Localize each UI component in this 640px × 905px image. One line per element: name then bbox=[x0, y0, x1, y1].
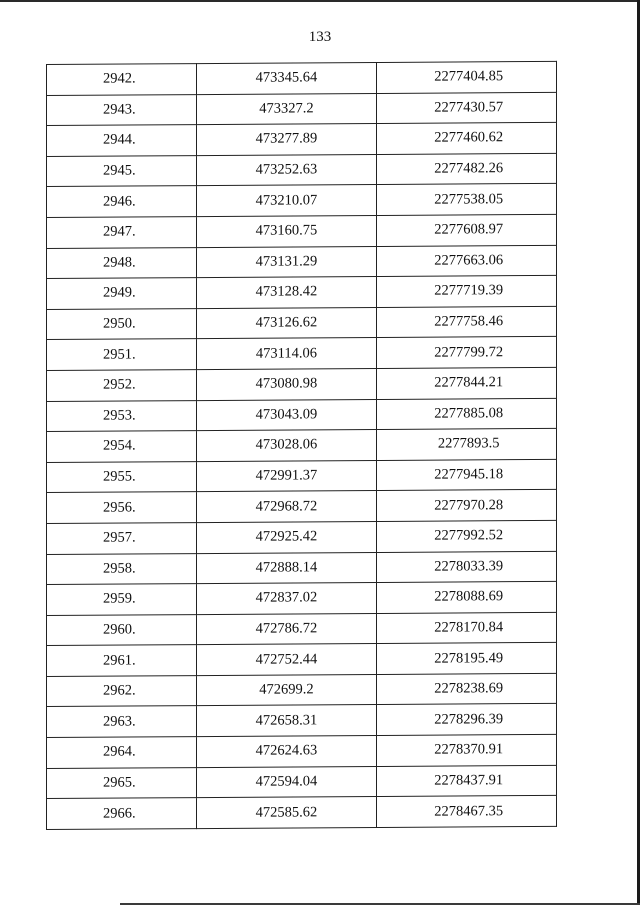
coordinates-table-body bbox=[47, 61, 557, 829]
table-row bbox=[47, 398, 557, 432]
y-coordinate-cell: 2277885.08 bbox=[377, 398, 557, 430]
y-coordinate-cell: 2277430.57 bbox=[377, 92, 557, 124]
point-number-cell: 2942. bbox=[47, 64, 197, 96]
x-coordinate-cell: 472786.72 bbox=[196, 613, 377, 645]
point-number-cell: 2954. bbox=[47, 431, 197, 463]
point-number-cell: 2966. bbox=[47, 798, 197, 830]
point-number-cell: 2946. bbox=[47, 186, 197, 218]
table-row bbox=[47, 673, 557, 707]
table-row bbox=[47, 184, 557, 218]
y-coordinate-cell: 2277404.85 bbox=[377, 61, 557, 93]
x-coordinate-cell: 472925.42 bbox=[196, 521, 377, 553]
y-coordinate-cell: 2277970.28 bbox=[377, 490, 557, 522]
y-coordinate-cell: 2277945.18 bbox=[377, 459, 557, 491]
point-number-cell: 2962. bbox=[47, 675, 197, 707]
x-coordinate-cell: 473080.98 bbox=[196, 368, 377, 400]
table-row bbox=[47, 490, 557, 524]
table-row bbox=[47, 643, 557, 677]
table-row bbox=[47, 61, 557, 95]
point-number-cell: 2944. bbox=[47, 125, 197, 157]
table-row bbox=[47, 704, 557, 738]
x-coordinate-cell: 473043.09 bbox=[196, 399, 377, 431]
y-coordinate-cell: 2277799.72 bbox=[377, 337, 557, 369]
y-coordinate-cell: 2277538.05 bbox=[377, 184, 557, 216]
point-number-cell: 2943. bbox=[47, 94, 197, 126]
point-number-cell: 2949. bbox=[47, 278, 197, 310]
y-coordinate-cell: 2277758.46 bbox=[377, 306, 557, 338]
x-coordinate-cell: 472968.72 bbox=[196, 491, 377, 523]
table-row bbox=[47, 214, 557, 248]
table-row bbox=[47, 245, 557, 279]
point-number-cell: 2948. bbox=[47, 247, 197, 279]
table-row bbox=[47, 153, 557, 187]
table-row bbox=[47, 612, 557, 646]
y-coordinate-cell: 2277460.62 bbox=[377, 123, 557, 155]
table-row bbox=[47, 796, 557, 830]
point-number-cell: 2955. bbox=[47, 461, 197, 493]
y-coordinate-cell: 2277992.52 bbox=[377, 520, 557, 552]
x-coordinate-cell: 472888.14 bbox=[196, 552, 377, 584]
x-coordinate-cell: 472837.02 bbox=[196, 583, 377, 615]
point-number-cell: 2965. bbox=[47, 767, 197, 799]
x-coordinate-cell: 473252.63 bbox=[196, 154, 377, 186]
table-row bbox=[47, 765, 557, 799]
table-row bbox=[47, 367, 557, 401]
x-coordinate-cell: 473327.2 bbox=[196, 93, 377, 125]
x-coordinate-cell: 472752.44 bbox=[196, 644, 377, 676]
x-coordinate-cell: 473160.75 bbox=[196, 215, 377, 247]
point-number-cell: 2952. bbox=[47, 370, 197, 402]
page-number: 133 bbox=[308, 29, 332, 45]
x-coordinate-cell: 473128.42 bbox=[196, 277, 377, 309]
y-coordinate-cell: 2277844.21 bbox=[377, 367, 557, 399]
point-number-cell: 2951. bbox=[47, 339, 197, 371]
x-coordinate-cell: 472658.31 bbox=[196, 705, 377, 737]
y-coordinate-cell: 2278170.84 bbox=[377, 612, 557, 644]
table-row bbox=[47, 551, 557, 585]
x-coordinate-cell: 472594.04 bbox=[196, 766, 377, 798]
x-coordinate-cell: 473126.62 bbox=[196, 307, 377, 339]
table-row bbox=[47, 734, 557, 768]
x-coordinate-cell: 473114.06 bbox=[196, 338, 377, 370]
point-number-cell: 2950. bbox=[47, 308, 197, 340]
x-coordinate-cell: 472624.63 bbox=[196, 736, 377, 768]
y-coordinate-cell: 2278195.49 bbox=[377, 643, 557, 675]
y-coordinate-cell: 2278296.39 bbox=[377, 704, 557, 736]
table-row bbox=[47, 92, 557, 126]
scan-border-top bbox=[0, 0, 640, 2]
table-row bbox=[47, 123, 557, 157]
point-number-cell: 2945. bbox=[47, 155, 197, 187]
y-coordinate-cell: 2278088.69 bbox=[377, 581, 557, 613]
x-coordinate-cell: 473345.64 bbox=[196, 62, 377, 94]
point-number-cell: 2964. bbox=[47, 737, 197, 769]
x-coordinate-cell: 473277.89 bbox=[196, 124, 377, 156]
point-number-cell: 2957. bbox=[47, 522, 197, 554]
point-number-cell: 2958. bbox=[47, 553, 197, 585]
table-row bbox=[47, 520, 557, 554]
y-coordinate-cell: 2278033.39 bbox=[377, 551, 557, 583]
y-coordinate-cell: 2277893.5 bbox=[377, 429, 557, 461]
table-row bbox=[47, 337, 557, 371]
x-coordinate-cell: 473131.29 bbox=[196, 246, 377, 278]
x-coordinate-cell: 473028.06 bbox=[196, 430, 377, 462]
y-coordinate-cell: 2277663.06 bbox=[377, 245, 557, 277]
point-number-cell: 2963. bbox=[47, 706, 197, 738]
y-coordinate-cell: 2278437.91 bbox=[377, 765, 557, 797]
y-coordinate-cell: 2277608.97 bbox=[377, 214, 557, 246]
x-coordinate-cell: 472585.62 bbox=[196, 797, 377, 829]
table-row bbox=[47, 429, 557, 463]
x-coordinate-cell: 472699.2 bbox=[196, 674, 377, 706]
point-number-cell: 2961. bbox=[47, 645, 197, 677]
table-row bbox=[47, 306, 557, 340]
y-coordinate-cell: 2277719.39 bbox=[377, 276, 557, 308]
point-number-cell: 2947. bbox=[47, 217, 197, 249]
coordinates-table bbox=[46, 61, 557, 830]
table-row bbox=[47, 581, 557, 615]
y-coordinate-cell: 2278238.69 bbox=[377, 673, 557, 705]
table-row bbox=[47, 459, 557, 493]
point-number-cell: 2956. bbox=[47, 492, 197, 524]
y-coordinate-cell: 2278467.35 bbox=[377, 796, 557, 828]
y-coordinate-cell: 2277482.26 bbox=[377, 153, 557, 185]
x-coordinate-cell: 473210.07 bbox=[196, 185, 377, 217]
point-number-cell: 2959. bbox=[47, 584, 197, 616]
y-coordinate-cell: 2278370.91 bbox=[377, 734, 557, 766]
x-coordinate-cell: 472991.37 bbox=[196, 460, 377, 492]
table-row bbox=[47, 276, 557, 310]
point-number-cell: 2960. bbox=[47, 614, 197, 646]
point-number-cell: 2953. bbox=[47, 400, 197, 432]
